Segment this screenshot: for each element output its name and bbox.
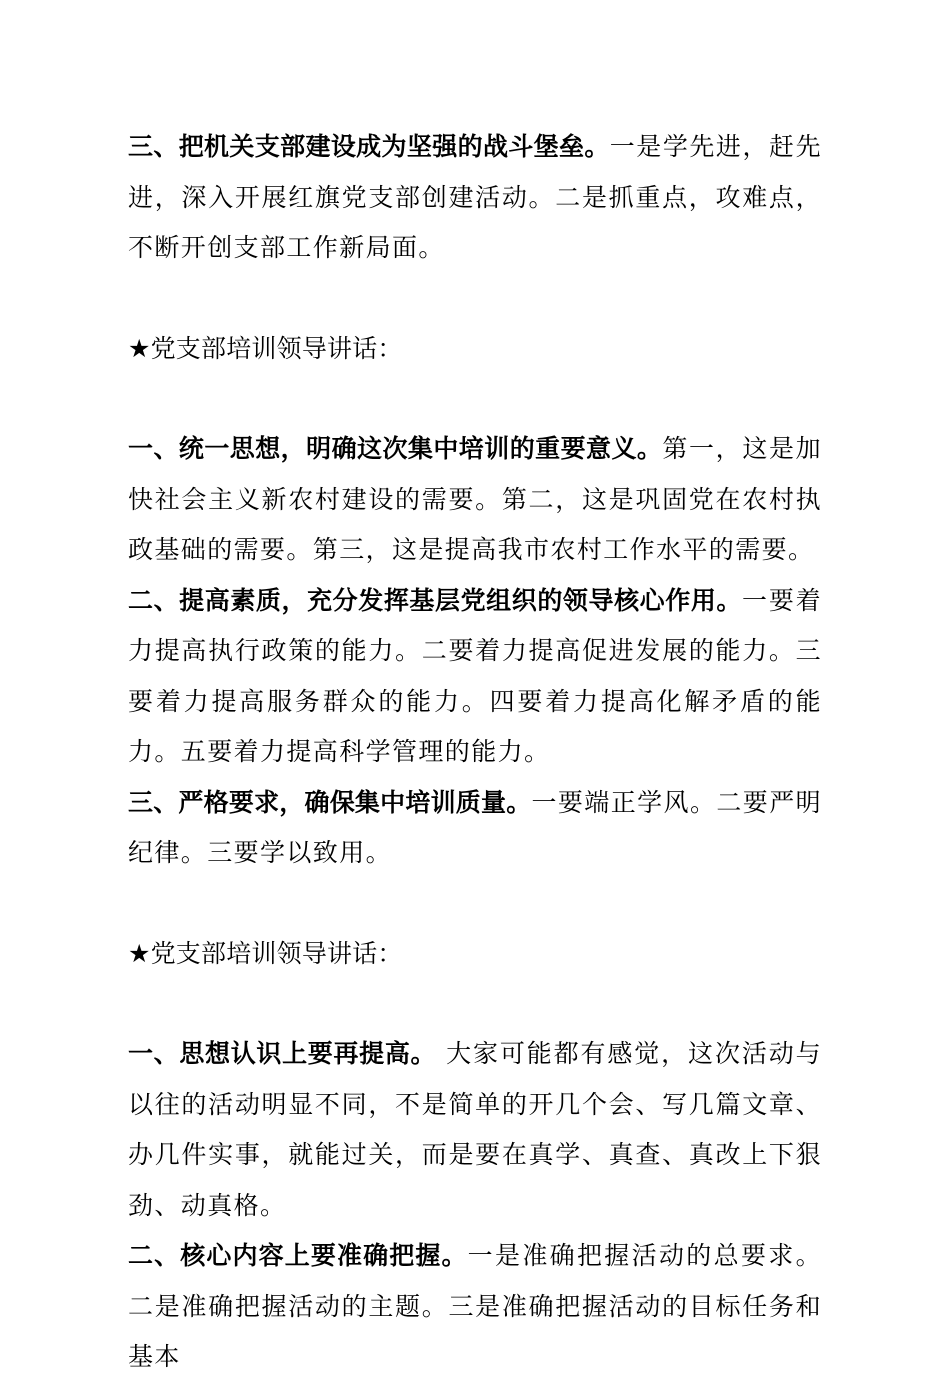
paragraph-improve-quality: [128, 576, 822, 778]
paragraph-lead: 一、思想认识上要再提高。: [128, 1039, 437, 1068]
paragraph-body: 一是准确把握活动的总要求。二是准确把握活动的主题。三是准确把握活动的目标任务和基本: [128, 1241, 823, 1371]
paragraph-body: 大家可能都有感觉，这次活动与以往的活动明显不同，不是简单的开几个会、写几篇文章、办几件实事，就能过关，而是要在真学、真查、真改上下狠劲、动真格。: [128, 1039, 823, 1220]
paragraph-strict-requirements: [128, 778, 822, 879]
spacer: [128, 374, 822, 424]
paragraph-lead: 二、提高素质，充分发挥基层党组织的领导核心作用。: [128, 585, 743, 615]
paragraph-lead: 三、严格要求，确保集中培训质量。: [128, 787, 532, 817]
spacer: [128, 979, 822, 1029]
paragraph-body: 一要着力提高执行政策的能力。二要着力提高促进发展的能力。三要着力提高服务群众的能力。四要着力提高化解矛盾的能力。五要着力提高科学管理的能力。: [128, 585, 822, 766]
document-page: [128, 122, 822, 1383]
paragraph-unify-thinking: [128, 424, 822, 576]
paragraph-lead: 二、核心内容上要准确把握。: [128, 1241, 468, 1270]
spacer: [128, 274, 822, 324]
paragraph-body: 一是学先进，赶先进，深入开展红旗党支部创建活动。二是抓重点，攻难点，不断开创支部工作新局面。: [128, 132, 822, 262]
paragraph-lead: 一、统一思想，明确这次集中培训的重要意义。: [128, 434, 663, 463]
paragraph-branch-fortress: [128, 122, 822, 274]
section-heading: ★党支部培训领导讲话：: [128, 938, 403, 968]
paragraph-core-content: [128, 1231, 822, 1383]
spacer: [128, 879, 822, 929]
paragraph-lead: 三、把机关支部建设成为坚强的战斗堡垒。: [128, 132, 610, 161]
paragraph-body: 一要端正学风。二要严明纪律。三要学以致用。: [128, 787, 823, 867]
section-heading: ★党支部培训领导讲话：: [128, 333, 403, 363]
paragraph-body: 第一，这是加快社会主义新农村建设的需要。第二，这是巩固党在农村执政基础的需要。第三，这是提高我市农村工作水平的需要。: [128, 434, 823, 564]
paragraph-ideological-awareness: [128, 1029, 822, 1231]
